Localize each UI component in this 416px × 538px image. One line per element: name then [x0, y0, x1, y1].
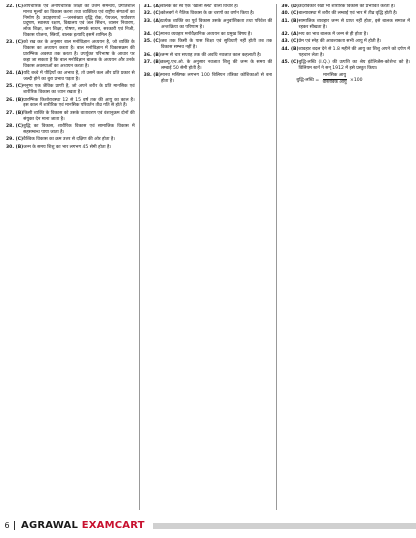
answer-number: 24. (A) [6, 71, 24, 77]
answer-entry [281, 4, 410, 10]
answer-entry [6, 4, 135, 39]
page-number: 6 [0, 521, 15, 530]
formula-lhs: बुद्धि-लब्धि = [296, 78, 320, 84]
answer-number: 29. (C) [6, 137, 24, 143]
answer-number: 40. (C) [281, 11, 299, 17]
answer-column-3 [276, 4, 410, 510]
answer-text: वैश्विक विकास का क्रम उत्तर से दक्षिण की ओर होता है। [23, 137, 115, 143]
answer-entry [6, 124, 135, 136]
answer-number: 43. (C) [281, 39, 299, 45]
answer-entry [6, 84, 135, 96]
answer-number: 34. (C) [143, 32, 161, 38]
answer-entry [281, 11, 410, 17]
answer-column-1 [6, 4, 135, 510]
answer-number: 35. (C) [143, 39, 161, 45]
page-footer [0, 513, 416, 538]
brand-logo [21, 520, 145, 531]
answer-entry [281, 39, 410, 45]
answer-number: 39. (D) [281, 4, 299, 9]
answer-entry [281, 47, 410, 59]
answer-entry [6, 145, 135, 151]
answer-number: 22. (C) [6, 4, 24, 9]
formula-numerator: मानसिक आयु [323, 73, 347, 79]
answer-text: बुद्धि-लब्धि (I.Q.) की उत्पत्ति का श्रेय इंटेलिजेंस-कोशेन्ट को है। विलियम स्टर्न ने सन् 1912 में इसे प्रस्तुत किया। [298, 60, 411, 71]
answer-number: 28. (C) [6, 124, 24, 129]
answer-text: प्रत्येक व्यक्ति का पूर्व विकास उसके अनुवांशिकता तथा परिवेश की अन्तःक्रिया का परिणाम है। [161, 18, 273, 30]
answer-text: व्यवहार बदल देने से 1.8 महीने की आयु का शिशु अपने को दर्पण में पहचान लेता है। [298, 46, 411, 58]
answer-entry [144, 73, 273, 85]
answer-text: प्रारम्भिक किशोरावस्था 12 से 15 वर्ष तक की आयु का काल है। इस काल में शारीरिक एवं मानसिक परिवर्तन तीव्र गति से होते हैं। [23, 97, 135, 109]
answer-number: 32. (C) [143, 11, 161, 17]
formula-multiplier: ×100 [350, 78, 363, 84]
answer-entry [6, 98, 135, 110]
answer-entry [281, 60, 410, 72]
answer-entry [6, 71, 135, 83]
answer-entry [144, 53, 273, 59]
answer-entry [281, 32, 410, 38]
answer-text: किसी व्यक्ति के विकास को उसके वातावरण एवं वंशानुक्रम दोनों की संयुक्त देन माना जाता है। [23, 110, 135, 122]
iq-formula [281, 73, 410, 86]
answer-text: डब्ल्यू.एच.ओ. के अनुसार नवजात शिशु की जन्म के समय की लम्बाई 50 सेमी होती है। [160, 60, 273, 71]
answer-entry [6, 40, 135, 69]
answer-number: 27. (B) [6, 110, 24, 116]
answer-text: को रख कर के अनुसार बाल मनोविज्ञान अध्ययन है, जो व्यक्ति के विकास का अध्ययन करता है। बाल मनोविज्ञान में विकासक्रम की प्रारम्भिक अवस्था तक करता है। उपर्युक्त परिभाषा के आधार पर कहा जा सकता है कि बाल मनोविज्ञान बालक के अध्ययन और उनके विकास अवस्थाओं का अध्ययन करता है। [23, 40, 135, 69]
answer-entry [6, 111, 135, 123]
answer-text: प्रेम एवं स्नेह की आवश्यकता सभी आयु में होती है। [298, 39, 382, 45]
answer-number: 44. (B) [281, 46, 299, 52]
answer-entry [281, 19, 410, 31]
formula-denominator: वास्तविक आयु [322, 80, 347, 86]
answer-number: 26. (B) [6, 97, 24, 103]
answer-text: यदि बच्चे में पीढ़ियाँ का अभाव है, तो उसमें कल और प्रति प्रकार से जल्दी होने का बुरा प्रभाव पड़ता है। [23, 71, 135, 82]
answer-text: मानव व्यवहार मनोवैज्ञानिक अध्ययन का प्रमुख विषय है। [160, 32, 253, 38]
answer-text: जन्म से चार सप्ताह तक की अवधि नवजात काल कहलाती है। [160, 52, 262, 58]
answer-text: उदरविकार रेखा भी शारीरिक विकास को प्रभावित करती है। [298, 4, 396, 9]
answer-number: 36. (B) [143, 52, 161, 58]
answer-number: 31. (A) [143, 4, 161, 9]
answer-entry [6, 137, 135, 143]
answer-number: 38. (B) [143, 73, 161, 79]
answer-text: जन्म के समय शिशु का भार लगभग 45 सेमी होता है। [23, 144, 112, 150]
answer-entry [144, 4, 273, 10]
answer-number: 33. (A) [143, 18, 161, 24]
answer-number: 41. (B) [281, 18, 299, 24]
brand-suffix: EXAMCART [81, 520, 145, 531]
answer-text: बुद्धि का विकास, शारीरिक विकास एवं सामाजिक विकास में सहसम्बन्ध पाया जाता है। [23, 124, 135, 135]
answer-text: बालक का स्व एक 'खाली स्लेट' वाला विचार है। [161, 4, 239, 9]
answer-text: मनुष्य एक जैविक प्राणी है, जो अपने शरीर के प्रति मानसिक एवं शारीरिक विकास का ध्यान रखता है। [23, 84, 135, 96]
answer-text: सामाजिक व्यवहार जन्म से प्राप्त नहीं होता, इसे बालक समाज में रहकर सीखता है। [298, 18, 411, 30]
answer-column-2 [139, 4, 273, 510]
answer-number: 30. (B) [6, 144, 24, 150]
answer-page [6, 4, 410, 510]
answer-text: भय का भाव बालक में जन्म से ही होता है। [298, 32, 368, 38]
answer-number: 25. (C) [6, 84, 24, 90]
answer-entry [144, 60, 273, 72]
answer-number: 23. (C) [6, 40, 24, 46]
answer-entry [144, 19, 273, 31]
answer-number: 42. (A) [281, 32, 299, 38]
answer-text: औपचारिक एवं अनौपचारिक शिक्षा का उत्तम समन्वय, प्रगतिशील मानव मूल्यों का विकास करना तथा व्यक्तित्व एवं राष्ट्रीय संगठनों का निर्माण है। उदाहरणार्थ —जनसंख्या वृद्धि रोक, पेयजल, पर्यावरण प्रदूषण, स्वास्थ्य रक्षण, विद्यालय एवं जल सिंचन, व्यसन निवारण, लोक शिक्षा, जन शिक्षा, पोषण, सम्पर्क साधन, सरकारी एवं निजी, विकास योजना, स्त्रियाँ, बालक इत्यादि इसमें शामिल हैं। [23, 4, 135, 39]
answer-entry [144, 32, 273, 38]
brand-prefix: AGRAWAL [21, 520, 79, 531]
answer-number: 45. (C) [281, 60, 299, 66]
answer-text: मानव मस्तिष्क लगभग 100 बिलियन तंत्रिका कोशिकाओं से बना होता है। [160, 73, 273, 85]
answer-text: जब तक किसी के पास शिक्षा एवं सुविधाएँ नहीं होती तब तक विकास सम्भव नहीं है। [160, 39, 273, 51]
answer-entry [144, 39, 273, 51]
answer-number: 37. (B) [143, 60, 161, 66]
answer-text: कोलबर्ग ने नैतिक विकास के छः चरणों का वर्णन किया है। [160, 11, 255, 17]
answer-text: बाल्यावस्था में शरीर की लम्बाई एवं भार में तीव्र वृद्धि होती है। [298, 11, 398, 17]
formula-fraction [323, 73, 347, 86]
answer-entry [144, 11, 273, 17]
footer-rule [153, 523, 416, 529]
